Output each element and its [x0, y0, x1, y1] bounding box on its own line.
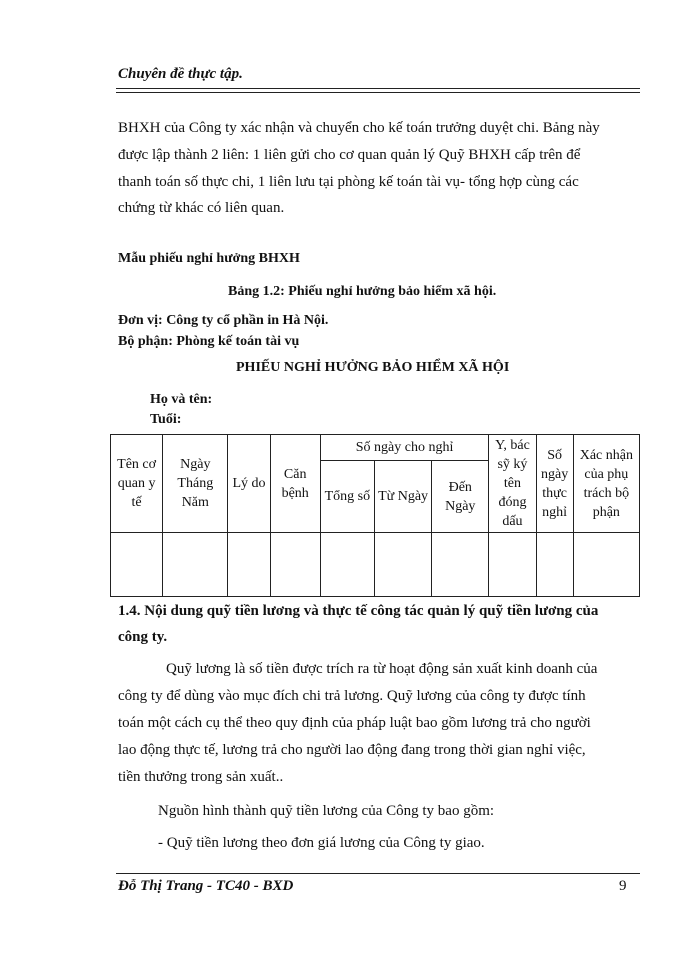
- sick-leave-form-table: [110, 434, 640, 597]
- col-group-days-off: Số ngày cho nghỉ: [320, 435, 489, 461]
- header-rule-bottom: [116, 92, 640, 93]
- table-cell: [573, 533, 639, 597]
- col-header-illness: Căn bệnh: [270, 435, 320, 533]
- col-header-agency: Tên cơ quan y tế: [111, 435, 163, 533]
- form-title: PHIẾU NGHỈ HƯỞNG BẢO HIỂM XÃ HỘI: [236, 360, 510, 375]
- body-line-4: lao động thực tế, lương trả cho người lao động đang trong thời gian nghỉ việc,: [118, 742, 586, 758]
- body-line-1: Quỹ lương là số tiền được trích ra từ hoạt động sản xuất kinh doanh của: [166, 661, 598, 677]
- table-cell: [111, 533, 163, 597]
- table-cell: [536, 533, 573, 597]
- intro-line-1: BHXH của Công ty xác nhận và chuyển cho kế toán trưởng duyệt chi. Bảng này: [118, 120, 600, 136]
- section-heading-line-1: 1.4. Nội dung quỹ tiền lương và thực tế công tác quản lý quỹ tiền lương của: [118, 603, 599, 619]
- age-field-label: Tuổi:: [150, 412, 182, 427]
- intro-line-3: thanh toán số thực chi, 1 liên lưu tại phòng kế toán tài vụ- tổng hợp cùng các: [118, 174, 579, 190]
- source-bullet-1: - Quỹ tiền lương theo đơn giá lương của Công ty giao.: [158, 835, 485, 851]
- name-field-label: Họ và tên:: [150, 392, 213, 407]
- intro-line-4: chứng từ khác có liên quan.: [118, 200, 285, 216]
- body-line-5: tiền thưởng trong sản xuất..: [118, 769, 284, 785]
- table-cell: [163, 533, 228, 597]
- table-cell: [432, 533, 489, 597]
- header-rule-top: [116, 88, 640, 89]
- footer-author: Đỗ Thị Trang - TC40 - BXD: [118, 878, 294, 894]
- page-number: 9: [619, 878, 627, 894]
- unit-label: Đơn vị: Công ty cổ phần in Hà Nội.: [118, 313, 329, 328]
- form-sample-heading: Mẫu phiếu nghỉ hưởng BHXH: [118, 251, 300, 266]
- sources-intro: Nguồn hình thành quỹ tiền lương của Công ty bao gồm:: [158, 803, 495, 819]
- page-header-title: Chuyên đề thực tập.: [118, 66, 243, 82]
- col-header-actual-days: Số ngày thực nghỉ: [536, 435, 573, 533]
- col-header-from: Từ Ngày: [374, 461, 431, 533]
- col-header-total: Tổng số: [320, 461, 374, 533]
- table-cell: [489, 533, 536, 597]
- col-header-to: Đến Ngày: [432, 461, 489, 533]
- table-cell: [270, 533, 320, 597]
- table-cell: [320, 533, 374, 597]
- col-header-dept-confirm: Xác nhận của phụ trách bộ phận: [573, 435, 639, 533]
- col-header-doctor-sign: Y, bác sỹ ký tên đóng dấu: [489, 435, 536, 533]
- body-line-3: toán một cách cụ thể theo quy định của pháp luật bao gồm lương trả cho người: [118, 715, 591, 731]
- table-cell: [374, 533, 431, 597]
- col-header-date: Ngày Tháng Năm: [163, 435, 228, 533]
- section-heading-line-2: công ty.: [118, 629, 168, 645]
- table-cell: [228, 533, 270, 597]
- footer-rule: [116, 873, 640, 874]
- department-label: Bộ phận: Phòng kế toán tài vụ: [118, 334, 300, 349]
- table-row-empty: [111, 533, 640, 597]
- table-caption: Bảng 1.2: Phiếu nghỉ hưởng bảo hiểm xã hội.: [228, 284, 497, 299]
- body-line-2: công ty để dùng vào mục đích chi trả lương. Quỹ lương của công ty được tính: [118, 688, 586, 704]
- col-header-reason: Lý do: [228, 435, 270, 533]
- intro-line-2: được lập thành 2 liên: 1 liên gửi cho cơ quan quản lý Quỹ BHXH cấp trên để: [118, 147, 581, 163]
